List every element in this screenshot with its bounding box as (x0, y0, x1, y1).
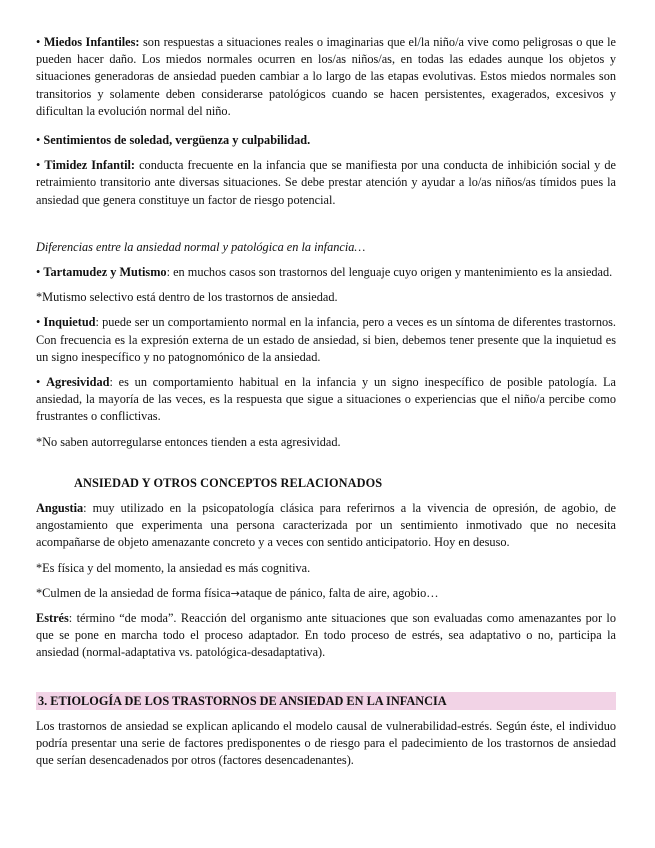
bullet: • (36, 265, 41, 280)
arrow-right-icon: → (230, 586, 240, 600)
note-agresividad: *No saben autorregularse entonces tienden a esta agresividad. (36, 434, 341, 449)
term-agresividad: Agresividad (46, 375, 110, 390)
note-fisica: *Es física y del momento, la ansiedad es más cognitiva. (36, 560, 311, 575)
text-miedos-infantiles: son respuestas a situaciones reales o imaginarias que el/la niño/a vive como peligrosas o que le pueden hacer daño. Los miedos normales ocurren en los/as niños/as, en todas las edades aunque los objetos y situaciones generadoras de ansiedad pueden cambiar a lo largo de las etapas evolutivas. Estos miedos normales son transitorios y solamente deben considerarse patológicos cuando se hacen persistentes, exagerados, excesivos y dificultan la evolución normal del niño. (36, 35, 616, 118)
term-estres: Estrés (36, 611, 69, 626)
note-culmen-after: ataque de pánico, falta de aire, agobio… (239, 585, 439, 600)
term-inquietud: Inquietud (43, 315, 96, 330)
bullet: • (36, 375, 41, 390)
bullet: • (36, 133, 41, 148)
paragraph-inquietud (36, 314, 616, 366)
paragraph-tartamudez-mutismo (36, 264, 616, 281)
subheading-diferencias: Diferencias entre la ansiedad normal y patológica en la infancia… (36, 239, 366, 254)
paragraph-estres (36, 610, 616, 662)
note-culmen (36, 585, 616, 602)
paragraph-miedos-infantiles (36, 34, 616, 120)
section-heading-etiologia: 3. ETIOLOGÍA DE LOS TRASTORNOS DE ANSIEDAD EN LA INFANCIA (36, 692, 616, 710)
paragraph-sentimientos (36, 132, 616, 149)
text-timidez-infantil: conducta frecuente en la infancia que se manifiesta por una conducta de inhibición social y de retraimiento transitorio ante diversas situaciones. Se debe prestar atención y ayudar a lo/as niños/as tímidos pues la ansiedad que genera constituye un factor de riesgo potencial. (36, 158, 617, 207)
bullet: • (36, 35, 41, 49)
term-sentimientos: Sentimientos de soledad, vergüenza y culpabilidad. (43, 133, 311, 148)
paragraph-agresividad (36, 374, 616, 426)
term-timidez-infantil: Timidez Infantil: (44, 158, 136, 173)
document-page (36, 34, 616, 769)
text-angustia: : muy utilizado en la psicopatología clásica para referirnos a la vivencia de opresión, de agobio, de angostamiento que experimenta una persona caracterizada por un sentimiento inmotivado que no necesita acompañarse de objeto amenazante concreto y a veces con sentido anticipatorio. Hoy en desuso. (36, 501, 616, 550)
section-heading-ansiedad-conceptos: ANSIEDAD Y OTROS CONCEPTOS RELACIONADOS (74, 475, 383, 490)
term-miedos-infantiles: Miedos Infantiles: (43, 35, 140, 49)
term-tartamudez-mutismo: Tartamudez y Mutismo (43, 265, 167, 280)
text-tartamudez-mutismo: : en muchos casos son trastornos del lenguaje cuyo origen y mantenimiento es la ansiedad. (166, 265, 613, 280)
text-agresividad: : es un comportamiento habitual en la infancia y un signo inespecífico de posible patología. La ansiedad, la mayoría de las veces, es la respuesta que sigue a situaciones o experiencias que el niño/a percibe como frustrantes o conflictivas. (36, 375, 616, 424)
paragraph-timidez-infantil (36, 157, 616, 209)
paragraph-etiologia: Los trastornos de ansiedad se explican aplicando el modelo causal de vulnerabilidad-estrés. Según éste, el individuo podría presentar una serie de factores predisponentes o de riesgo para el padecimiento de los trastornos de ansiedad que serían desencadenados por otros (factores desencadenantes). (36, 718, 616, 768)
text-estres: : término “de moda”. Reacción del organismo ante situaciones que son evaluadas como amenazantes por lo que se pone en marcha todo el proceso adaptador. En todo proceso de estrés, sea adaptativo o no, participa la ansiedad (normal-adaptativa vs. patológica-desadaptativa). (36, 611, 616, 660)
term-angustia: Angustia (36, 501, 84, 516)
bullet: • (36, 158, 41, 173)
paragraph-angustia (36, 500, 616, 552)
text-inquietud: : puede ser un comportamiento normal en la infancia, pero a veces es un síntoma de diferentes trastornos. Con frecuencia es la expresión externa de un estado de ansiedad, si bien, debemos tener presente que la inquietud es un signo inespecífico y no patognomónico de la ansiedad. (36, 315, 616, 364)
bullet: • (36, 315, 41, 330)
note-mutismo-selectivo: *Mutismo selectivo está dentro de los trastornos de ansiedad. (36, 290, 338, 305)
note-culmen-before: *Culmen de la ansiedad de forma física (36, 585, 231, 600)
